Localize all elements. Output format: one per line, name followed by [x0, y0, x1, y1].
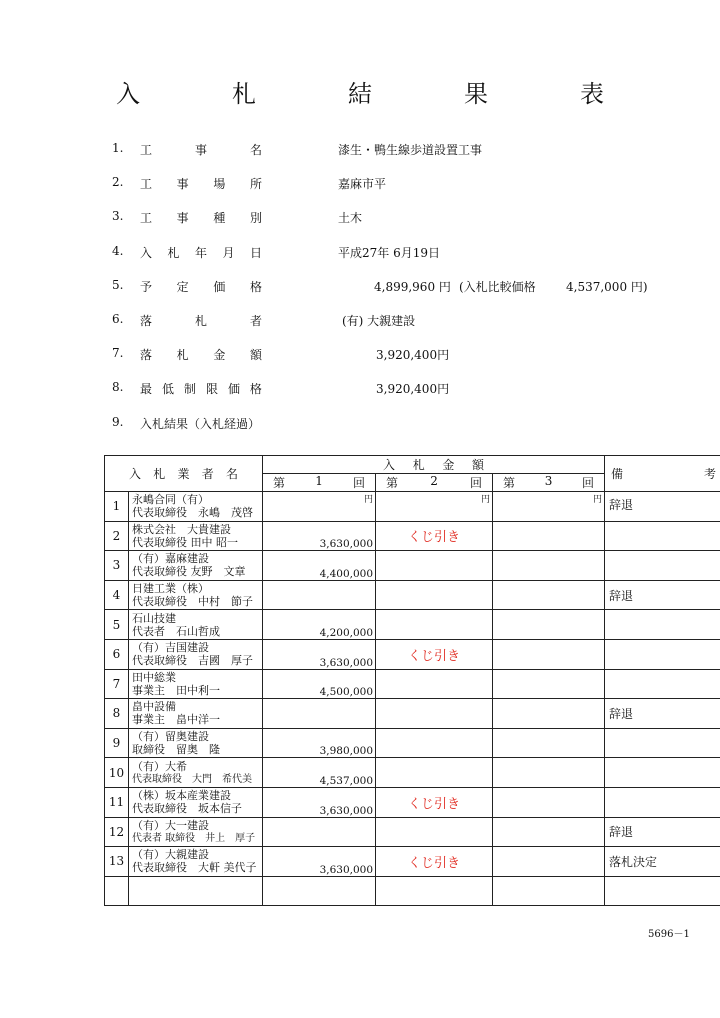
page-number: 5696－1 [648, 929, 690, 940]
bidder-name: 永嶋合同（有） 代表取締役 永嶋 茂啓 [129, 492, 263, 522]
label-work-type: 工 事 種 別 [140, 211, 262, 226]
note: 辞退 [605, 492, 720, 522]
bid-date: 平成27年 6月19日 [338, 245, 440, 260]
info-row-minimum-price [112, 380, 692, 414]
label-bid-results: 入札結果（入札経過） [140, 416, 261, 431]
label-minimum-price: 最 低 制 限 価 格 [140, 382, 262, 397]
round3-amount [493, 728, 605, 758]
round3-amount [493, 817, 605, 847]
row-number: 3 [105, 551, 129, 581]
row-number: 8 [105, 699, 129, 729]
lottery-mark: くじ引き [376, 787, 493, 817]
minimum-price: 3,920,400円 [376, 382, 450, 397]
header-round-3: 第 3 回 [493, 474, 605, 492]
round3-amount [493, 758, 605, 788]
note: 辞退 [605, 699, 720, 729]
round1-amount: 4,400,000 [263, 551, 376, 581]
page-title: 入 札 結 果 表 [116, 80, 638, 108]
round3-amount [493, 610, 605, 640]
item-number: 3. [112, 209, 124, 224]
compare-price: 4,537,000 円) [566, 279, 648, 294]
bidder-name: （有）嘉麻建設 代表取締役 友野 文章 [129, 551, 263, 581]
note [605, 669, 720, 699]
info-row-planned-price [112, 278, 692, 312]
round3-amount [493, 847, 605, 877]
project-location: 嘉麻市平 [338, 177, 387, 192]
row-number: 11 [105, 787, 129, 817]
lottery-mark: くじ引き [376, 639, 493, 669]
label-project-name: 工 事 名 [140, 143, 262, 157]
note [605, 787, 720, 817]
info-row-name [112, 141, 692, 175]
lottery-mark [376, 610, 493, 640]
row-number: 5 [105, 610, 129, 640]
row-number: 2 [105, 521, 129, 551]
table-row [105, 610, 720, 640]
round1-amount: 3,630,000 [263, 521, 376, 551]
lottery-mark [376, 669, 493, 699]
round1-amount [263, 699, 376, 729]
info-row-location [112, 175, 692, 209]
header-bid-amount: 入 札 金 額 [263, 456, 605, 474]
round1-amount: 4,200,000 [263, 610, 376, 640]
bidder-name: 畠中設備 事業主 畠中洋一 [129, 699, 263, 729]
bidder-name: （有）吉国建設 代表取締役 吉國 厚子 [129, 639, 263, 669]
label-winning-amount: 落 札 金 額 [140, 348, 262, 363]
project-name: 漆生・鴨生線歩道設置工事 [338, 143, 483, 157]
row-number: 4 [105, 580, 129, 610]
label-winner: 落 札 者 [140, 313, 262, 328]
header-note: 備 考 [605, 456, 720, 492]
row-number: 6 [105, 639, 129, 669]
round1-amount: 3,630,000 [263, 787, 376, 817]
bidder-name: 石山技建 代表者 石山哲成 [129, 610, 263, 640]
note: 辞退 [605, 817, 720, 847]
note [605, 758, 720, 788]
round1-amount [263, 580, 376, 610]
bidder-name: （有）留奥建設 取締役 留奥 隆 [129, 728, 263, 758]
table-row [105, 817, 720, 847]
bidder-name: 日建工業（株） 代表取締役 中村 節子 [129, 580, 263, 610]
round3-amount [493, 669, 605, 699]
table-row [105, 728, 720, 758]
note: 落札決定 [605, 847, 720, 877]
lottery-mark [376, 699, 493, 729]
lottery-mark [376, 728, 493, 758]
bidder-name: （有）大希 代表取締役 大門 希代美 [129, 758, 263, 788]
round3-amount [493, 521, 605, 551]
table-row [105, 669, 720, 699]
table-row [105, 758, 720, 788]
item-number: 4. [112, 243, 124, 258]
round1-amount: 3,630,000 [263, 639, 376, 669]
info-row-winning-amount [112, 346, 692, 380]
row-number: 9 [105, 728, 129, 758]
round1-amount: 4,537,000 [263, 758, 376, 788]
item-number: 1. [112, 141, 124, 155]
info-row-date [112, 244, 692, 278]
project-info [112, 141, 692, 449]
planned-price: 4,899,960 円 [374, 279, 451, 294]
round2-amount: 円 [376, 492, 493, 522]
round3-amount [493, 639, 605, 669]
round3-amount [493, 787, 605, 817]
header-round-1: 第 1 回 [263, 474, 376, 492]
bidder-name: （株）坂本産業建設 代表取締役 坂本信子 [129, 787, 263, 817]
row-number: 12 [105, 817, 129, 847]
item-number: 2. [112, 175, 124, 190]
table-row [105, 787, 720, 817]
lottery-mark: くじ引き [376, 521, 493, 551]
note [605, 610, 720, 640]
header-bidder: 入 札 業 者 名 [105, 456, 263, 492]
compare-price-label: (入札比較価格 [459, 279, 536, 294]
note [605, 728, 720, 758]
item-number: 9. [112, 414, 124, 429]
info-row-results [112, 415, 692, 449]
table-row [105, 639, 720, 669]
item-number: 6. [112, 311, 124, 326]
item-number: 8. [112, 380, 124, 395]
winning-amount: 3,920,400円 [376, 348, 450, 363]
round1-amount [263, 817, 376, 847]
table-row [105, 847, 720, 877]
lottery-mark: くじ引き [376, 847, 493, 877]
round3-amount [493, 699, 605, 729]
round1-amount: 円 [263, 492, 376, 522]
note [605, 639, 720, 669]
note [605, 551, 720, 581]
label-planned-price: 予 定 価 格 [140, 279, 262, 294]
lottery-mark [376, 551, 493, 581]
note [605, 521, 720, 551]
table-row [105, 580, 720, 610]
note: 辞退 [605, 580, 720, 610]
table-row [105, 699, 720, 729]
info-row-winner [112, 312, 692, 346]
label-location: 工 事 場 所 [140, 177, 262, 192]
table-row [105, 551, 720, 581]
header-round-2: 第 2 回 [376, 474, 493, 492]
lottery-mark [376, 817, 493, 847]
bid-results-table [104, 455, 720, 906]
winning-bidder: (有) 大親建設 [342, 313, 416, 328]
row-number: 10 [105, 758, 129, 788]
item-number: 7. [112, 346, 124, 361]
round1-amount: 4,500,000 [263, 669, 376, 699]
row-number: 1 [105, 492, 129, 522]
item-number: 5. [112, 277, 124, 292]
label-bid-date: 入 札 年 月 日 [140, 245, 262, 260]
round1-amount: 3,980,000 [263, 728, 376, 758]
bidder-name: （有）大親建設 代表取締役 大軒 美代子 [129, 847, 263, 877]
lottery-mark [376, 580, 493, 610]
lottery-mark [376, 758, 493, 788]
row-number: 13 [105, 847, 129, 877]
table-row-empty [105, 876, 720, 906]
round3-amount [493, 551, 605, 581]
bidder-name: （有）大一建設 代表者 取締役 井上 厚子 [129, 817, 263, 847]
row-number: 7 [105, 669, 129, 699]
round1-amount: 3,630,000 [263, 847, 376, 877]
bidder-name: 田中総業 事業主 田中利一 [129, 669, 263, 699]
table-row [105, 492, 720, 522]
bidder-name: 株式会社 大貴建設 代表取締役 田中 昭一 [129, 521, 263, 551]
round3-amount [493, 580, 605, 610]
work-type: 土木 [338, 211, 363, 226]
table-row [105, 521, 720, 551]
round3-amount: 円 [493, 492, 605, 522]
info-row-type [112, 209, 692, 243]
